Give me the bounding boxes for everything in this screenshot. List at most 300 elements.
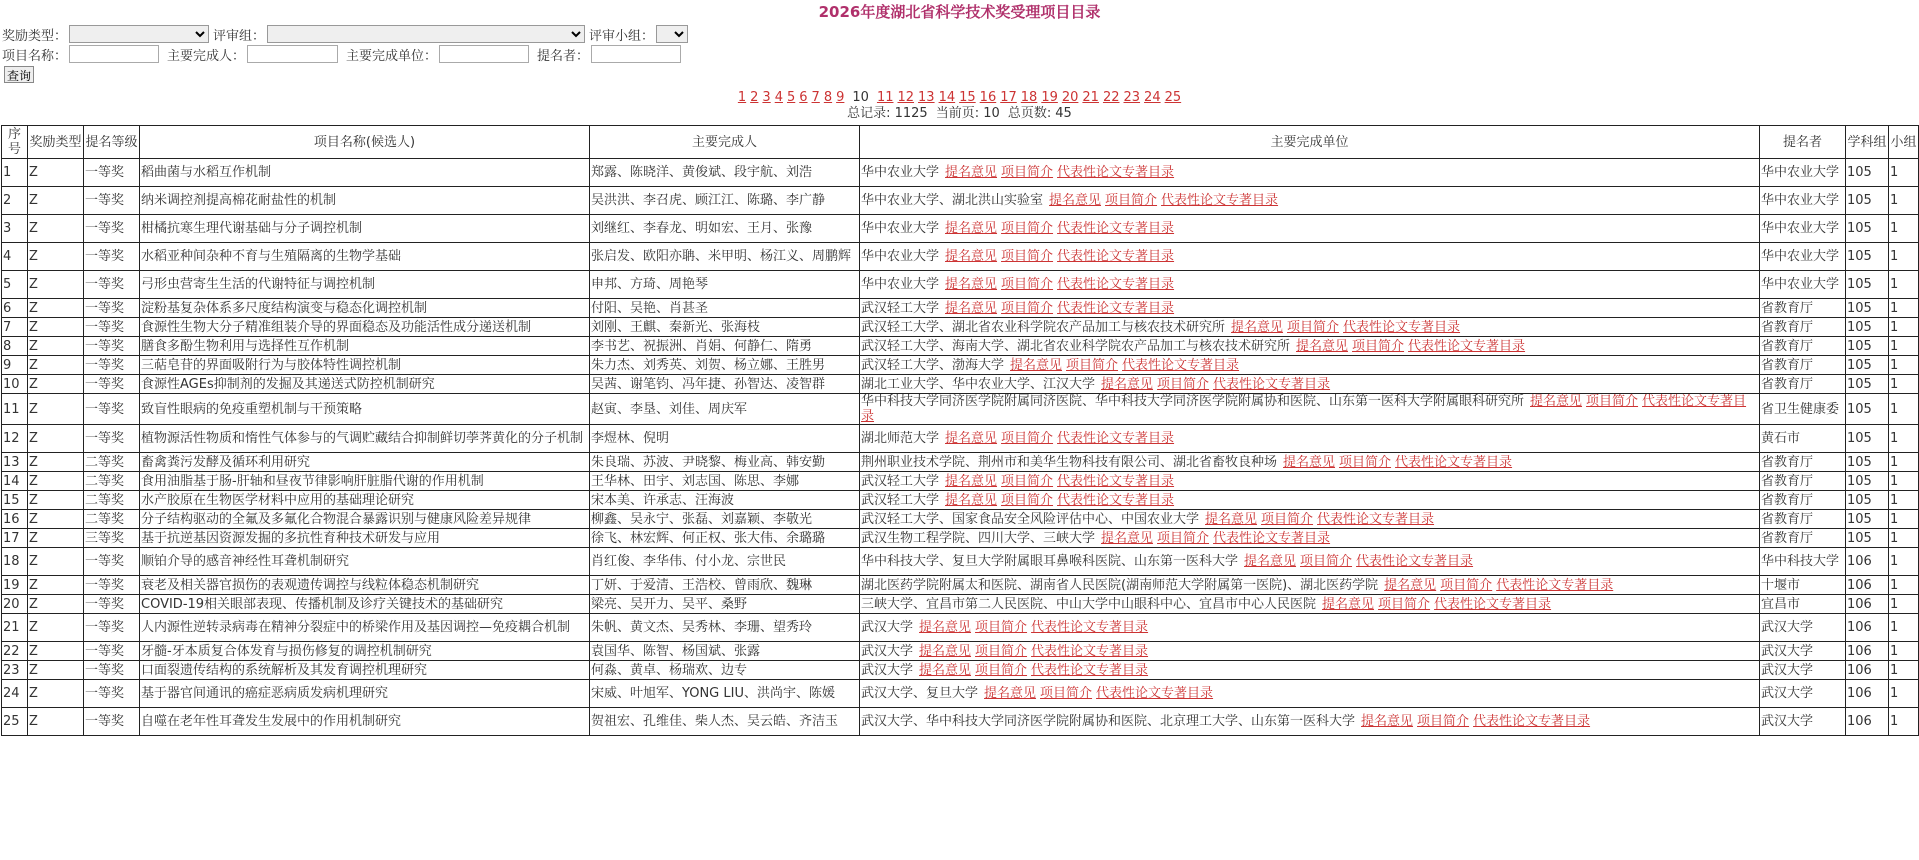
row-no (2, 595, 28, 614)
record-summary (0, 106, 1919, 122)
row-subgroup-text: 1 (1890, 376, 1899, 392)
review-subgroup-select[interactable] (656, 25, 688, 43)
row-persons (590, 642, 860, 661)
project-intro-link[interactable]: 项目简介 (1040, 686, 1093, 701)
nomination-opinion-link[interactable]: 提名意见 (984, 686, 1037, 701)
row-level (84, 595, 140, 614)
row-nominator-text: 省教育厅 (1761, 530, 1814, 546)
row-persons (590, 680, 860, 708)
row-project-name-text: 纳米调控剂提高棉花耐盐性的机制 (141, 193, 337, 208)
row-project-name-text: 口面裂遗传结构的系统解析及其发育调控机理研究 (141, 662, 428, 678)
row-no (2, 680, 28, 708)
page-link[interactable]: 18 (1020, 90, 1038, 105)
row-nominator (1760, 576, 1846, 595)
row-award-type-text: Z (29, 431, 38, 446)
row-no-text: 17 (3, 530, 20, 546)
project-intro-link[interactable]: 项目简介 (1001, 300, 1054, 316)
representative-papers-link[interactable]: 代表性论文专著目录 (861, 394, 1747, 424)
main-unit-input[interactable] (439, 45, 529, 63)
row-units (860, 708, 1760, 736)
row-level-text: 一等奖 (85, 338, 125, 354)
row-project-name-text: 水稻亚种间杂种不育与生殖隔离的生物学基础 (141, 249, 402, 264)
row-project-name-text: 植物源活性物质和惰性气体参与的气调贮藏结合抑制鲜切荸荠黄化的分子机制 (141, 431, 584, 446)
row-award-type (28, 425, 84, 453)
representative-papers-link[interactable]: 代表性论文专著目录 (1434, 596, 1552, 612)
row-level-text: 一等奖 (85, 300, 125, 316)
row-units (860, 661, 1760, 680)
row-nominator (1760, 425, 1846, 453)
row-level (84, 318, 140, 337)
row-persons-text: 柳鑫、吴永宁、张磊、刘嘉颖、李敬光 (591, 511, 813, 527)
row-project-name (140, 375, 590, 394)
row-award-type (28, 394, 84, 425)
representative-papers-link[interactable]: 代表性论文专著目录 (1096, 686, 1214, 701)
query-button[interactable]: 查询 (4, 66, 34, 83)
project-intro-link[interactable]: 项目简介 (1440, 577, 1493, 593)
row-units (860, 187, 1760, 215)
nomination-opinion-link[interactable]: 提名意见 (945, 492, 998, 508)
row-group (1846, 159, 1889, 187)
table-row (2, 299, 1919, 318)
row-project-name-text: COVID-19相关眼部表现、传播机制及诊疗关键技术的基础研究 (141, 596, 504, 612)
representative-papers-link[interactable]: 代表性论文专著目录 (1057, 221, 1175, 236)
project-intro-link[interactable]: 项目简介 (1300, 554, 1353, 569)
pagination (0, 90, 1919, 106)
row-group-text: 105 (1847, 221, 1872, 236)
project-name-input[interactable] (69, 45, 159, 63)
representative-papers-link[interactable]: 代表性论文专著目录 (1356, 554, 1474, 569)
project-intro-link[interactable]: 项目简介 (1261, 511, 1314, 527)
representative-papers-link[interactable]: 代表性论文专著目录 (1496, 577, 1614, 593)
page-link[interactable]: 15 (959, 90, 976, 105)
row-no (2, 356, 28, 375)
row-units-text: 华中农业大学 (861, 221, 940, 236)
row-group (1846, 394, 1889, 425)
row-level (84, 548, 140, 576)
representative-papers-link[interactable]: 代表性论文专著目录 (1122, 357, 1240, 373)
representative-papers-link[interactable]: 代表性论文专著目录 (1213, 530, 1331, 546)
row-nominator (1760, 271, 1846, 299)
row-persons (590, 661, 860, 680)
row-persons-text: 梁亮、吴开力、吴平、桑野 (591, 596, 748, 612)
row-project-name-text: 三萜皂苷的界面吸附行为与胶体特性调控机制 (141, 357, 402, 373)
row-level-text: 一等奖 (85, 554, 125, 569)
row-project-name-text: 稻曲菌与水稻互作机制 (141, 165, 272, 180)
page-link[interactable]: 4 (774, 90, 783, 105)
project-intro-link[interactable]: 项目简介 (1001, 221, 1054, 236)
row-nominator (1760, 614, 1846, 642)
award-type-select[interactable] (69, 25, 209, 43)
page-link[interactable]: 14 (938, 90, 956, 105)
row-group (1846, 472, 1889, 491)
row-persons (590, 394, 860, 425)
row-group-text: 105 (1847, 193, 1872, 208)
row-no (2, 529, 28, 548)
representative-papers-link[interactable]: 代表性论文专著目录 (1057, 300, 1175, 316)
row-units-text: 湖北医药学院附属太和医院、湖南省人民医院(湖南师范大学附属第一医院)、湖北医药学院 (861, 577, 1379, 593)
project-intro-link[interactable]: 项目简介 (1105, 193, 1158, 208)
row-units (860, 337, 1760, 356)
col-header-persons: 主要完成人 (590, 126, 860, 159)
row-nominator (1760, 337, 1846, 356)
row-persons (590, 576, 860, 595)
project-name-label: 项目名称： (2, 48, 68, 64)
page-link[interactable]: 5 (786, 90, 796, 105)
representative-papers-link[interactable]: 代表性论文专著目录 (1057, 431, 1175, 446)
nomination-opinion-link[interactable]: 提名意见 (1244, 554, 1297, 569)
row-group-text: 105 (1847, 431, 1872, 446)
row-subgroup (1889, 215, 1919, 243)
row-nominator-text: 省教育厅 (1761, 511, 1814, 527)
project-intro-link[interactable]: 项目简介 (1001, 473, 1054, 489)
representative-papers-link[interactable]: 代表性论文专著目录 (1057, 249, 1175, 264)
row-subgroup-text: 1 (1890, 319, 1899, 335)
row-subgroup (1889, 680, 1919, 708)
nomination-opinion-link[interactable]: 提名意见 (1322, 596, 1375, 612)
project-intro-link[interactable]: 项目简介 (1001, 431, 1054, 446)
representative-papers-link[interactable]: 代表性论文专著目录 (1343, 319, 1461, 335)
row-award-type-text: Z (29, 319, 38, 335)
page-link[interactable]: 17 (1000, 90, 1017, 105)
row-award-type (28, 375, 84, 394)
row-award-type-text: Z (29, 277, 38, 292)
page-link[interactable]: 22 (1102, 90, 1120, 105)
row-group (1846, 425, 1889, 453)
row-project-name (140, 187, 590, 215)
row-group-text: 106 (1847, 686, 1872, 701)
row-group-text: 105 (1847, 338, 1872, 354)
row-project-name (140, 595, 590, 614)
representative-papers-link[interactable]: 代表性论文专著目录 (1161, 193, 1279, 208)
row-subgroup-text: 1 (1890, 643, 1899, 659)
project-intro-link[interactable]: 项目简介 (1001, 277, 1054, 292)
row-nominator (1760, 529, 1846, 548)
row-level (84, 576, 140, 595)
project-intro-link[interactable]: 项目简介 (975, 620, 1028, 635)
page-link[interactable]: 11 (876, 90, 894, 105)
row-level (84, 299, 140, 318)
row-persons-text: 赵寅、李垦、刘佳、周庆军 (591, 401, 748, 417)
table-header-row (2, 126, 1919, 159)
page-link[interactable]: 16 (979, 90, 997, 105)
row-award-type (28, 548, 84, 576)
table-row (2, 215, 1919, 243)
row-no-text: 24 (3, 686, 20, 701)
table-row (2, 708, 1919, 736)
nomination-opinion-link[interactable]: 提名意见 (945, 473, 998, 489)
row-subgroup-text: 1 (1890, 277, 1899, 292)
row-project-name-text: 畜禽粪污发酵及循环利用研究 (141, 454, 311, 470)
nomination-opinion-link[interactable]: 提名意见 (919, 643, 972, 659)
row-nominator-text: 省教育厅 (1761, 492, 1814, 508)
table-row (2, 356, 1919, 375)
review-subgroup-label: 评审小组： (589, 28, 655, 44)
page-link[interactable]: 7 (811, 90, 820, 105)
row-project-name-text: 水产胶原在生物医学材料中应用的基础理论研究 (141, 492, 415, 508)
row-subgroup (1889, 394, 1919, 425)
row-award-type-text: Z (29, 492, 38, 508)
col-header-type: 奖励类型 (28, 126, 84, 159)
nomination-opinion-link[interactable]: 提名意见 (945, 165, 998, 180)
project-intro-link[interactable]: 项目简介 (1378, 596, 1431, 612)
row-persons-text: 付阳、吴艳、肖甚圣 (591, 300, 709, 316)
nomination-opinion-link[interactable]: 提名意见 (945, 300, 998, 316)
nominator-input[interactable] (591, 45, 681, 63)
col-header-no: 序号 (2, 126, 28, 159)
row-persons-text: 李书艺、祝振洲、肖娟、何静仁、隋勇 (591, 338, 813, 354)
row-nominator (1760, 510, 1846, 529)
nomination-opinion-link[interactable]: 提名意见 (1049, 193, 1102, 208)
representative-papers-link[interactable]: 代表性论文专著目录 (1395, 454, 1513, 470)
row-units-text: 湖北师范大学 (861, 431, 940, 446)
representative-papers-link[interactable]: 代表性论文专著目录 (1057, 277, 1175, 292)
row-units-text: 武汉大学 (861, 620, 914, 635)
row-level-text: 一等奖 (85, 643, 125, 659)
row-award-type-text: Z (29, 401, 38, 417)
row-award-type-text: Z (29, 473, 38, 489)
project-intro-link[interactable]: 项目简介 (1001, 492, 1054, 508)
row-no-text: 8 (3, 338, 12, 354)
row-group-text: 105 (1847, 473, 1872, 489)
row-nominator-text: 武汉大学 (1761, 620, 1814, 635)
row-units (860, 159, 1760, 187)
row-persons (590, 187, 860, 215)
project-intro-link[interactable]: 项目简介 (975, 643, 1028, 659)
project-intro-link[interactable]: 项目简介 (975, 662, 1028, 678)
page-link[interactable]: 21 (1082, 90, 1099, 105)
row-units (860, 271, 1760, 299)
row-units (860, 318, 1760, 337)
row-award-type-text: Z (29, 193, 38, 208)
project-table (1, 125, 1919, 736)
table-row (2, 453, 1919, 472)
row-no-text: 1 (3, 165, 12, 180)
page-link[interactable]: 3 (762, 90, 771, 105)
row-award-type (28, 337, 84, 356)
row-nominator-text: 省教育厅 (1761, 357, 1814, 373)
table-row (2, 491, 1919, 510)
row-no (2, 510, 28, 529)
project-intro-link[interactable]: 项目简介 (1066, 357, 1119, 373)
nomination-opinion-link[interactable]: 提名意见 (1205, 511, 1258, 527)
row-level (84, 491, 140, 510)
row-nominator-text: 武汉大学 (1761, 686, 1814, 701)
row-level-text: 一等奖 (85, 376, 125, 392)
page-link[interactable]: 12 (897, 90, 915, 105)
row-persons-text: 刘刚、王麒、秦新光、张海枝 (591, 319, 761, 335)
representative-papers-link[interactable]: 代表性论文专著目录 (1473, 714, 1591, 729)
page-link[interactable]: 24 (1144, 90, 1161, 105)
row-no-text: 18 (3, 554, 20, 569)
page-link[interactable]: 23 (1123, 90, 1141, 105)
main-person-input[interactable] (247, 45, 338, 63)
row-persons (590, 271, 860, 299)
row-project-name-text: 食源性AGEs抑制剂的发掘及其递送式防控机制研究 (141, 376, 435, 392)
row-no-text: 23 (3, 662, 20, 678)
project-intro-link[interactable]: 项目简介 (1001, 249, 1054, 264)
nomination-opinion-link[interactable]: 提名意见 (1361, 714, 1414, 729)
table-row (2, 548, 1919, 576)
row-subgroup-text: 1 (1890, 357, 1899, 373)
row-subgroup-text: 1 (1890, 454, 1899, 470)
row-units-text: 华中农业大学 (861, 277, 940, 292)
row-award-type (28, 159, 84, 187)
row-units (860, 595, 1760, 614)
nomination-opinion-link[interactable]: 提名意见 (1231, 319, 1284, 335)
row-award-type (28, 472, 84, 491)
row-units (860, 472, 1760, 491)
row-no-text: 11 (3, 401, 20, 417)
representative-papers-link[interactable]: 代表性论文专著目录 (1408, 338, 1526, 354)
row-group (1846, 215, 1889, 243)
representative-papers-link[interactable]: 代表性论文专著目录 (1031, 620, 1149, 635)
row-group-text: 105 (1847, 277, 1872, 292)
row-subgroup-text: 1 (1890, 300, 1899, 316)
filter-row-2 (0, 44, 1919, 64)
row-persons (590, 337, 860, 356)
row-level-text: 一等奖 (85, 221, 125, 236)
row-award-type (28, 215, 84, 243)
representative-papers-link[interactable]: 代表性论文专著目录 (1213, 376, 1331, 392)
project-intro-link[interactable]: 项目简介 (1339, 454, 1392, 470)
row-award-type-text: Z (29, 530, 38, 546)
row-nominator (1760, 243, 1846, 271)
table-row (2, 472, 1919, 491)
row-project-name-text: 牙髓-牙本质复合体发育与损伤修复的调控机制研究 (141, 643, 432, 659)
row-no-text: 16 (3, 511, 20, 527)
page-link[interactable]: 25 (1164, 90, 1182, 105)
nominator-label: 提名者： (537, 48, 590, 64)
row-group (1846, 491, 1889, 510)
nomination-opinion-link[interactable]: 提名意见 (1101, 530, 1154, 546)
nomination-opinion-link[interactable]: 提名意见 (1010, 357, 1063, 373)
filter-row-3 (0, 64, 1919, 84)
nomination-opinion-link[interactable]: 提名意见 (1384, 577, 1437, 593)
table-row (2, 529, 1919, 548)
representative-papers-link[interactable]: 代表性论文专著目录 (1317, 511, 1435, 527)
row-persons (590, 548, 860, 576)
nomination-opinion-link[interactable]: 提名意见 (1296, 338, 1349, 354)
project-intro-link[interactable]: 项目简介 (1586, 394, 1639, 409)
row-project-name-text: 淀粉基复杂体系多尺度结构演变与稳态化调控机制 (141, 300, 428, 316)
nomination-opinion-link[interactable]: 提名意见 (945, 431, 998, 446)
row-nominator (1760, 548, 1846, 576)
row-subgroup-text: 1 (1890, 714, 1899, 729)
representative-papers-link[interactable]: 代表性论文专著目录 (1057, 492, 1175, 508)
representative-papers-link[interactable]: 代表性论文专著目录 (1031, 662, 1149, 678)
row-subgroup (1889, 472, 1919, 491)
project-intro-link[interactable]: 项目简介 (1157, 530, 1210, 546)
row-group (1846, 299, 1889, 318)
nomination-opinion-link[interactable]: 提名意见 (945, 277, 998, 292)
representative-papers-link[interactable]: 代表性论文专著目录 (1057, 165, 1175, 180)
row-award-type-text: Z (29, 686, 38, 701)
row-award-type (28, 642, 84, 661)
page-link[interactable]: 19 (1041, 90, 1058, 105)
row-no (2, 548, 28, 576)
nomination-opinion-link[interactable]: 提名意见 (945, 249, 998, 264)
row-subgroup-text: 1 (1890, 338, 1899, 354)
row-project-name (140, 548, 590, 576)
project-intro-link[interactable]: 项目简介 (1352, 338, 1405, 354)
row-subgroup (1889, 243, 1919, 271)
nomination-opinion-link[interactable]: 提名意见 (1530, 394, 1583, 409)
row-subgroup (1889, 642, 1919, 661)
row-units (860, 529, 1760, 548)
row-nominator (1760, 215, 1846, 243)
row-units (860, 425, 1760, 453)
project-intro-link[interactable]: 项目简介 (1001, 165, 1054, 180)
page-link[interactable]: 13 (918, 90, 935, 105)
row-persons (590, 159, 860, 187)
review-group-select[interactable] (267, 25, 585, 43)
col-header-units: 主要完成单位 (860, 126, 1760, 159)
row-no-text: 7 (3, 319, 12, 335)
row-nominator-text: 省教育厅 (1761, 454, 1814, 470)
row-nominator-text: 华中农业大学 (1761, 165, 1840, 180)
row-group (1846, 595, 1889, 614)
row-level-text: 二等奖 (85, 511, 125, 527)
representative-papers-link[interactable]: 代表性论文专著目录 (1031, 643, 1149, 659)
row-award-type-text: Z (29, 338, 38, 354)
nomination-opinion-link[interactable]: 提名意见 (919, 620, 972, 635)
row-group-text: 105 (1847, 319, 1872, 335)
representative-papers-link[interactable]: 代表性论文专著目录 (1057, 473, 1175, 489)
row-persons-text: 朱帆、黄文杰、吴秀林、李珊、望秀玲 (591, 620, 813, 635)
row-units (860, 356, 1760, 375)
row-persons (590, 708, 860, 736)
row-award-type (28, 529, 84, 548)
page-link[interactable]: 6 (799, 90, 808, 105)
row-level (84, 529, 140, 548)
page-link[interactable]: 9 (836, 90, 845, 105)
row-units (860, 642, 1760, 661)
project-intro-link[interactable]: 项目简介 (1157, 376, 1210, 392)
row-nominator-text: 华中农业大学 (1761, 277, 1840, 292)
row-persons-text: 朱力杰、刘秀英、刘贺、杨立娜、王胜男 (591, 357, 826, 373)
row-project-name (140, 299, 590, 318)
row-units-text: 武汉轻工大学、渤海大学 (861, 357, 1005, 373)
row-no-text: 5 (3, 277, 12, 292)
project-intro-link[interactable]: 项目简介 (1417, 714, 1470, 729)
row-no-text: 22 (3, 643, 20, 659)
row-project-name (140, 680, 590, 708)
row-level (84, 394, 140, 425)
nomination-opinion-link[interactable]: 提名意见 (1101, 376, 1154, 392)
row-award-type-text: Z (29, 511, 38, 527)
page-link[interactable]: 8 (823, 90, 833, 105)
row-no (2, 661, 28, 680)
nomination-opinion-link[interactable]: 提名意见 (919, 662, 972, 678)
page-link[interactable]: 20 (1061, 90, 1079, 105)
row-project-name-text: 分子结构驱动的全氟及多氟化合物混合暴露识别与健康风险差异规律 (141, 511, 532, 527)
row-units-text: 华中科技大学、复旦大学附属眼耳鼻喉科医院、山东第一医科大学 (861, 554, 1239, 569)
project-intro-link[interactable]: 项目简介 (1287, 319, 1340, 335)
nomination-opinion-link[interactable]: 提名意见 (1283, 454, 1336, 470)
row-project-name (140, 472, 590, 491)
row-project-name-text: 柑橘抗寒生理代谢基础与分子调控机制 (141, 221, 363, 236)
row-project-name-text: 弓形虫营寄生生活的代谢特征与调控机制 (141, 277, 376, 292)
nomination-opinion-link[interactable]: 提名意见 (945, 221, 998, 236)
row-no (2, 375, 28, 394)
row-subgroup-text: 1 (1890, 554, 1899, 569)
row-group-text: 105 (1847, 492, 1872, 508)
row-project-name (140, 271, 590, 299)
row-level-text: 二等奖 (85, 454, 125, 470)
page-link[interactable]: 1 (737, 90, 747, 105)
page-link[interactable]: 2 (750, 90, 759, 105)
row-subgroup-text: 1 (1890, 221, 1899, 236)
